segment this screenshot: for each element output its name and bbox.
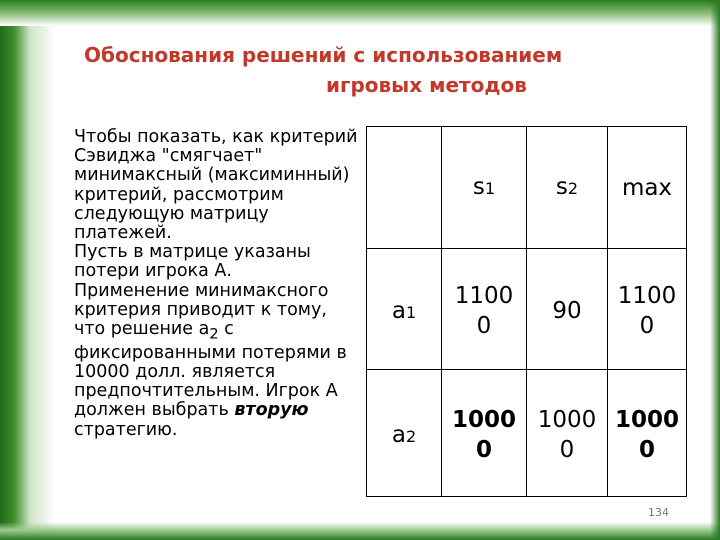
paragraph-3-tail: стратегию. bbox=[74, 419, 178, 440]
paragraph-1: Чтобы показать, как критерий Сэвиджа "смягчает" минимаксный (максиминный) критерий, рассмотрим следующую матрицу платежей. bbox=[74, 127, 358, 244]
matrix-row-a1 bbox=[367, 249, 687, 370]
matrix-header-row bbox=[367, 127, 687, 249]
paragraph-3 bbox=[74, 282, 358, 440]
paragraph-3-emphasis: вторую bbox=[234, 400, 309, 421]
header-s2: s2 bbox=[527, 127, 608, 249]
paragraph-2: Пусть в матрице указаны потери игрока А. bbox=[74, 242, 311, 282]
paragraph-3-start: Применение минимаксного критерия приводит к тому, что решение a bbox=[74, 280, 329, 340]
paragraph-3-end: с фиксированными потерями в 10000 долл. является предпочтительным. Игрок А должен выбрать bbox=[74, 319, 347, 421]
paragraph-3-subscript: 2 bbox=[209, 325, 219, 343]
matrix-row-a2 bbox=[367, 370, 687, 497]
header-max: max bbox=[608, 127, 687, 249]
body-text bbox=[74, 128, 358, 440]
title-line-1: Обоснования решений с использованием bbox=[84, 43, 563, 67]
header-s1: s1 bbox=[442, 127, 527, 249]
slide-border-right bbox=[710, 0, 720, 540]
cell-a1-s1: 1100 0 bbox=[442, 249, 527, 370]
row-label-a2: a2 bbox=[367, 370, 442, 497]
page-number: 134 bbox=[648, 506, 669, 519]
cell-a1-s2: 90 bbox=[527, 249, 608, 370]
cell-a2-max: 1000 0 bbox=[608, 370, 687, 497]
row-label-a1: a1 bbox=[367, 249, 442, 370]
cell-a1-max: 1100 0 bbox=[608, 249, 687, 370]
cell-a2-s2: 1000 0 bbox=[527, 370, 608, 497]
title-line-2: игровых методов bbox=[326, 73, 527, 97]
header-corner-cell bbox=[367, 127, 442, 249]
payoff-matrix bbox=[366, 126, 687, 497]
cell-a2-s1: 1000 0 bbox=[442, 370, 527, 497]
slide-title bbox=[84, 40, 644, 100]
